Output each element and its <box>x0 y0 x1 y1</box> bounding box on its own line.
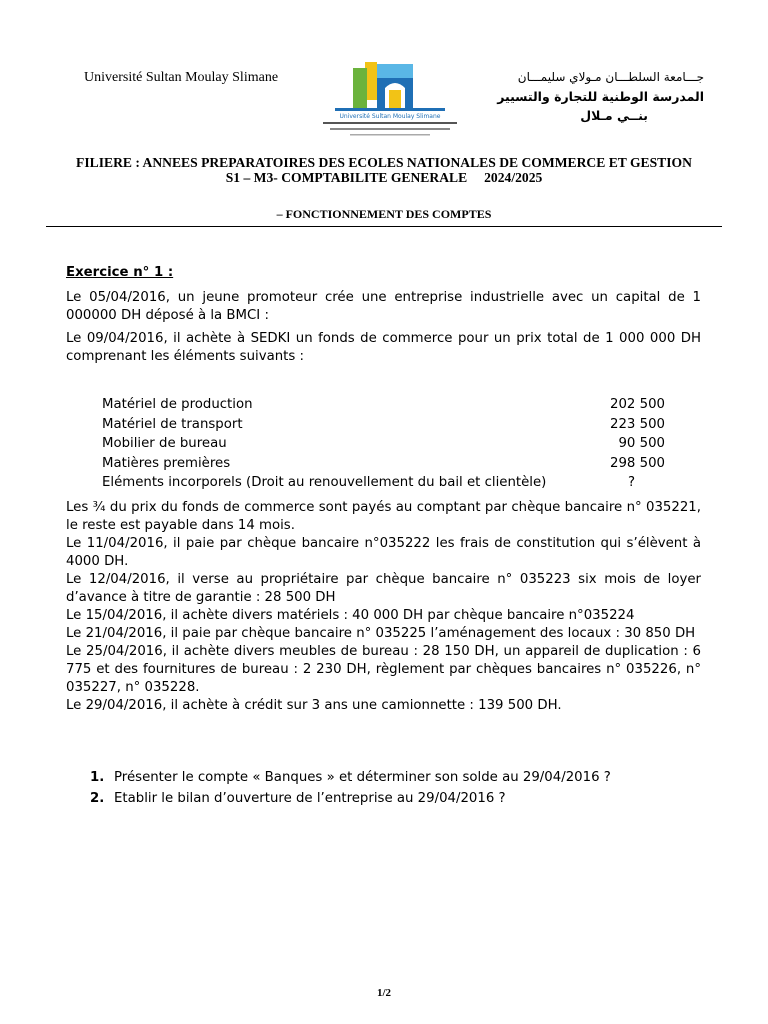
list-item: Matériel de production 202 500 <box>102 397 665 412</box>
university-name-ar: جـــامعة السلطـــان مـولاي سليمـــان <box>517 70 704 84</box>
question-1: 1. Présenter le compte « Banques » et déterminer son solde au 29/04/2016 ? <box>90 770 611 785</box>
exercise-title: Exercice n° 1 : <box>66 265 174 280</box>
chapter-title: – FONCTIONNEMENT DES COMPTES <box>276 207 492 221</box>
operation-line: Le 29/04/2016, il achète à crédit sur 3 ans une camionnette : 139 500 DH. <box>66 698 562 713</box>
operation-line: Le 15/04/2016, il achète divers matériels : 40 000 DH par chèque bancaire n°035224 <box>66 608 635 623</box>
page-number: 1/2 <box>376 987 392 999</box>
university-name-fr: Université Sultan Moulay Slimane <box>84 70 279 85</box>
operation-line: Le 21/04/2016, il paie par chèque bancaire n° 035225 l’aménagement des locaux : 30 850 DH <box>66 626 696 641</box>
question-2: 2. Etablir le bilan d’ouverture de l’entreprise au 29/04/2016 ? <box>90 791 506 806</box>
list-item: Mobilier de bureau 90 500 <box>102 436 665 451</box>
module-title: S1 – M3- COMPTABILITE GENERALE 2024/2025 <box>225 170 543 185</box>
list-item: Matériel de transport 223 500 <box>102 416 665 432</box>
university-logo <box>315 60 465 142</box>
city-name-ar: بنــي مـلال <box>580 108 648 123</box>
operation-line: Les ¾ du prix du fonds de commerce sont payés au comptant par chèque bancaire n° 035221, le reste est payable dans 14 mois. <box>66 500 701 533</box>
exercise-paragraph-1: Le 05/04/2016, un jeune promoteur crée une entreprise industrielle avec un capital de 1 000000 DH déposé à la BMCI : <box>66 290 701 323</box>
list-item: Matières premières 298 500 <box>102 455 665 471</box>
operation-line: Le 12/04/2016, il verse au propriétaire par chèque bancaire n° 035223 six mois de loyer d’avance à titre de garantie : 28 500 DH <box>66 572 701 605</box>
filiere-title: FILIERE : ANNEES PREPARATOIRES DES ECOLES NATIONALES DE COMMERCE ET GESTION <box>76 155 692 170</box>
operation-line: Le 25/04/2016, il achète divers meubles de bureau : 28 150 DH, un appareil de duplication : 6 775 et des fournitures de bureau : 2 230 DH, règlement par chèques bancaires n° 035226, n° 035227, n° 035228. <box>66 644 701 695</box>
logo-text: Université Sultan Moulay Slimane <box>339 113 441 120</box>
exercise-operations <box>66 499 701 715</box>
school-name-ar: المدرسة الوطنية للتجارة والتسيير <box>497 89 704 104</box>
header-divider <box>46 226 722 227</box>
operation-line: Le 11/04/2016, il paie par chèque bancaire n°035222 les frais de constitution qui s’élèvent à 4000 DH. <box>66 536 701 569</box>
exercise-paragraph-2: Le 09/04/2016, il achète à SEDKI un fonds de commerce pour un prix total de 1 000 000 DH comprenant les éléments suivants : <box>66 331 701 364</box>
fonds-elements-list <box>102 395 665 493</box>
list-item: Eléments incorporels (Droit au renouvellement du bail et clientèle) ? <box>102 475 635 490</box>
